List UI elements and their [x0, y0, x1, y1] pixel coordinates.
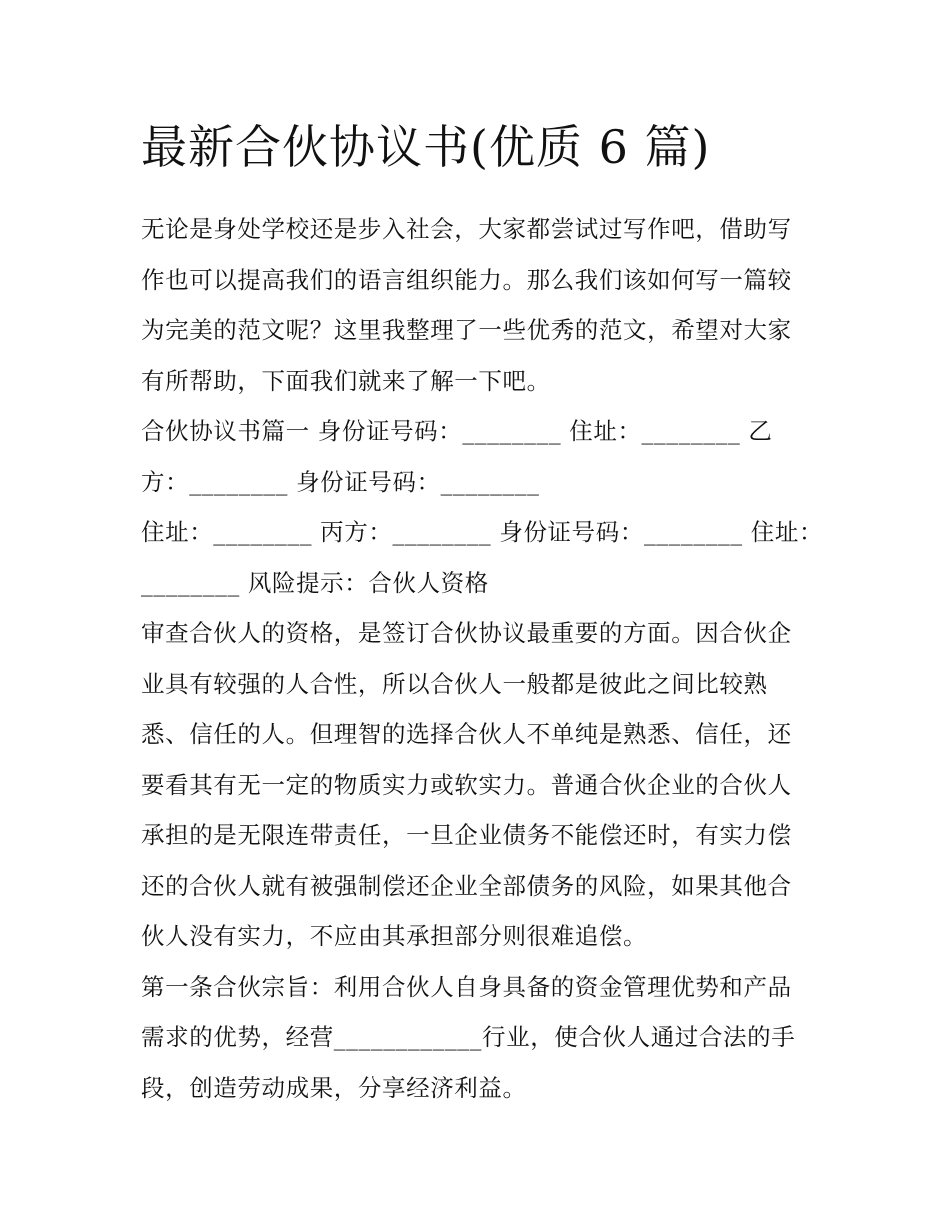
text-line: 悉、信任的人。但理智的选择合伙人不单纯是熟悉、信任，还	[141, 720, 792, 748]
document-page	[141, 112, 824, 1113]
text-line: 第一条合伙宗旨：利用合伙人自身具备的资金管理优势和产品	[141, 972, 792, 1001]
paragraph-article-one	[141, 962, 821, 1114]
paragraph-intro	[141, 204, 821, 406]
text-line: 业具有较强的人合性，所以合伙人一般都是彼此之间比较熟	[141, 669, 768, 698]
text-line: 合伙协议书篇一 身份证号码：________ 住址：________ 乙	[141, 417, 773, 445]
text-line: 伙人没有实力，不应由其承担部分则很难追偿。	[141, 922, 648, 950]
text-line: 还的合伙人就有被强制偿还企业全部债务的风险，如果其他合	[141, 871, 792, 900]
text-line: 需求的优势，经营____________行业，使合伙人通过合法的手	[141, 1023, 796, 1051]
paragraph-parties-a-b	[141, 406, 821, 507]
text-line: 无论是身处学校还是步入社会，大家都尝试过写作吧，借助写	[141, 215, 792, 243]
text-line: 住址：________ 丙方：________ 身份证号码：________ 住址：	[141, 518, 824, 546]
text-line: 段，创造劳动成果，分享经济利益。	[141, 1073, 527, 1102]
document-title: 最新合伙协议书(优质 6 篇)	[141, 120, 711, 174]
text-line: 作也可以提高我们的语言组织能力。那么我们该如何写一篇较	[141, 265, 792, 294]
text-line: 承担的是无限连带责任，一旦企业债务不能偿还时，有实力偿	[141, 821, 792, 849]
text-line: 审查合伙人的资格，是签订合伙协议最重要的方面。因合伙企	[141, 619, 792, 647]
text-line: 为完美的范文呢？这里我整理了一些优秀的范文，希望对大家	[141, 316, 792, 344]
paragraph-party-c	[141, 507, 824, 608]
paragraph-risk-notice	[141, 608, 821, 962]
text-line: 方：________ 身份证号码：________	[141, 467, 540, 496]
text-line: ________ 风险提示：合伙人资格	[141, 568, 489, 597]
text-line: 有所帮助，下面我们就来了解一下吧。	[141, 366, 551, 395]
text-line: 要看其有无一定的物质实力或软实力。普通合伙企业的合伙人	[141, 770, 792, 799]
